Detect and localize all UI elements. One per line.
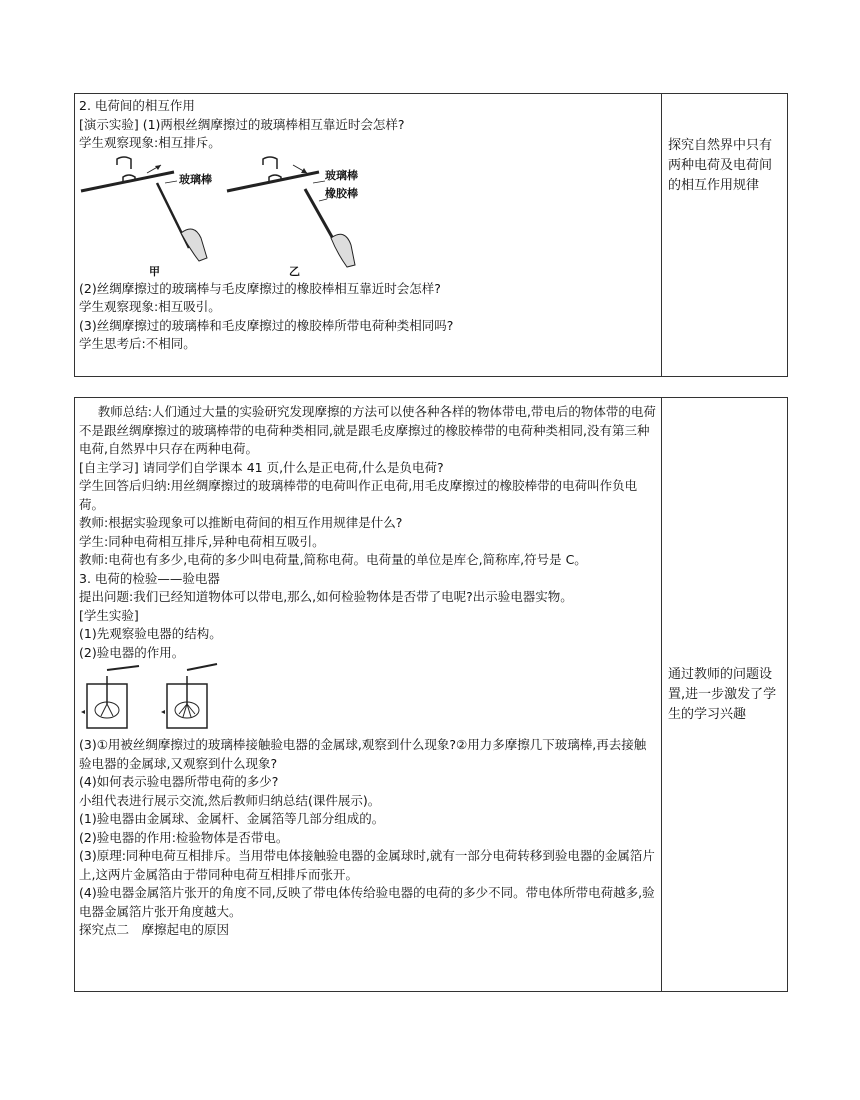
demo-question-2: (2)丝绸摩擦过的玻璃棒与毛皮摩擦过的橡胶棒相互靠近时会怎样?	[79, 280, 441, 296]
caption-figure-a: 甲	[149, 264, 160, 278]
student-experiment-label: [学生实验]	[79, 607, 139, 623]
question-prompt: 提出问题:我们已经知道物体可以带电,那么,如何检验物体是否带了电呢?出示验电器实物。	[79, 589, 573, 604]
design-intent-text-1: 探究自然界中只有两种电荷及电荷间的相互作用规律	[668, 138, 773, 193]
section-heading-friction-charging: 探究点二 摩擦起电的原因	[79, 922, 230, 937]
summary-principle: (3)原理:同种电荷互相排斥。当用带电体接触验电器的金属球时,就有一部分电荷转移到验电器的金属箔片上,这两片金属箔由于带同种电荷互相排斥而张开。	[79, 848, 655, 882]
student-answer-3: 学生思考后:不相同。	[79, 336, 196, 351]
lesson-table-2	[74, 397, 788, 992]
self-study-prompt: [自主学习] 请同学们自学课本 41 页,什么是正电荷,什么是负电荷?	[79, 459, 444, 475]
summary-structure: (1)验电器由金属球、金属杆、金属箔等几部分组成的。	[79, 811, 385, 826]
design-intent-cell-2	[662, 398, 787, 991]
electroscope-figure	[79, 662, 299, 736]
demo-question-3: (3)丝绸摩擦过的玻璃棒和毛皮摩擦过的橡胶棒所带电荷种类相同吗?	[79, 317, 454, 333]
demo-question-1: [演示实验] (1)两根丝绸摩擦过的玻璃棒相互靠近时会怎样?	[79, 116, 405, 132]
caption-figure-b: 乙	[289, 264, 300, 278]
summary-foil-angle: (4)验电器金属箔片张开的角度不同,反映了带电体传给验电器的电荷的多少不同。带电体所带电荷越多,验电器金属箔片张开角度越大。	[79, 885, 655, 919]
label-glass-rod-b: 玻璃棒	[325, 168, 358, 182]
student-answer: 学生:同种电荷相互排斥,异种电荷相互吸引。	[79, 533, 325, 549]
design-intent-text-2: 通过教师的问题设置,进一步激发了学生的学习兴趣	[668, 666, 777, 722]
teacher-charge-quantity: 教师:电荷也有多少,电荷的多少叫电荷量,简称电荷。电荷量的单位是库仑,简称库,符号是 C。	[79, 552, 587, 567]
summary-function: (2)验电器的作用:检验物体是否带电。	[79, 829, 289, 845]
section-heading-charge-interaction: 2. 电荷间的相互作用	[79, 98, 195, 113]
student-summary: 学生回答后归纳:用丝绸摩擦过的玻璃棒带的电荷叫作正电荷,用毛皮摩擦过的橡胶棒带的电荷叫作负电荷。	[79, 478, 638, 512]
electroscope-illustration	[79, 662, 299, 736]
student-observation-1: 学生观察现象:相互排斥。	[79, 135, 221, 150]
content-cell-2	[75, 398, 662, 991]
content-cell-1	[75, 94, 662, 376]
step-charge-amount: (4)如何表示验电器所带电荷的多少?	[79, 774, 279, 789]
step-touch-electroscope: (3)①用被丝绸摩擦过的玻璃棒接触验电器的金属球,观察到什么现象?②用力多摩擦几下玻璃棒,再去接触验电器的金属球,又观察到什么现象?	[79, 737, 647, 771]
label-rubber-rod: 橡胶棒	[325, 186, 358, 200]
step-electroscope-function: (2)验电器的作用。	[79, 644, 185, 660]
student-observation-2: 学生观察现象:相互吸引。	[79, 299, 221, 314]
teacher-summary: 教师总结:人们通过大量的实验研究发现摩擦的方法可以使各种各样的物体带电,带电后的物体带的电荷不是跟丝绸摩擦过的玻璃棒带的电荷种类相同,就是跟毛皮摩擦过的橡胶棒带的电荷种类相同,没有第三种电荷,自然界中只存在两种电荷。	[79, 404, 656, 456]
rod-experiment-figure	[79, 153, 379, 278]
step-observe-structure: (1)先观察验电器的结构。	[79, 626, 222, 641]
lesson-table-1	[74, 93, 788, 377]
teacher-question: 教师:根据实验现象可以推断电荷间的相互作用规律是什么?	[79, 515, 403, 530]
design-intent-cell-1	[662, 94, 787, 376]
section-heading-electroscope: 3. 电荷的检验——验电器	[79, 570, 220, 586]
label-glass-rod-a: 玻璃棒	[179, 172, 212, 186]
group-presentation: 小组代表进行展示交流,然后教师归纳总结(课件展示)。	[79, 792, 381, 808]
